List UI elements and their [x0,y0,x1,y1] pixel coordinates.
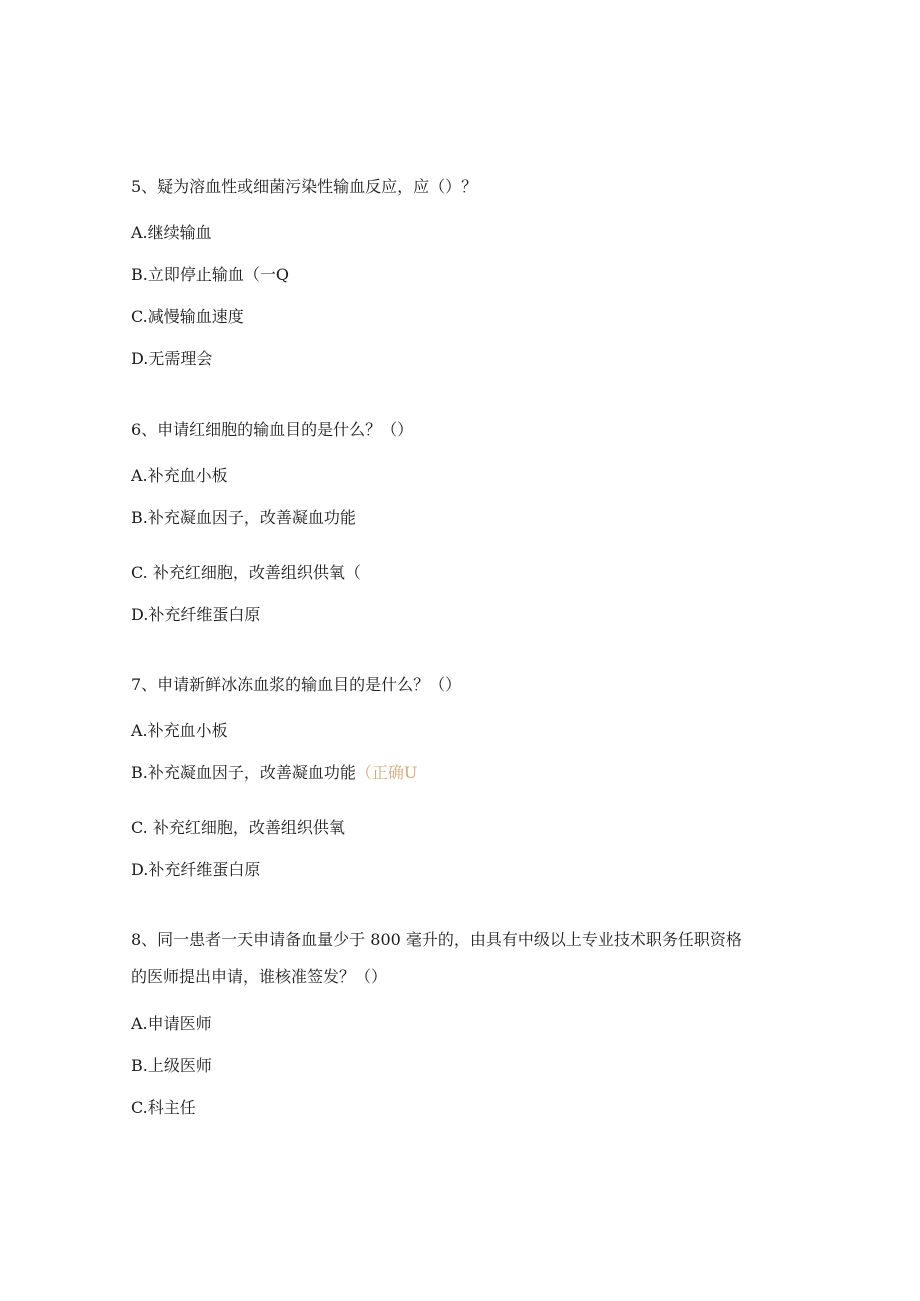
question-7-stem: 7、申请新鲜冰冻血浆的输血目的是什么？（） [131,675,462,694]
question-5-option-b: B.立即停止输血（一Q [131,265,289,284]
question-5-option-d: D.无需理会 [131,349,213,368]
question-7-option-c: C. 补充红细胞，改善组织供氧 [131,818,345,837]
question-8-option-b: B.上级医师 [131,1056,212,1075]
question-8-stem-line-1: 8、同一患者一天申请备血量少于 800 毫升的，由具有中级以上专业技术职务任职资格 [131,930,742,949]
question-8-option-a: A.申请医师 [131,1014,212,1033]
answer-hint: （正确U [355,763,418,782]
question-7-option-d: D.补充纤维蛋白原 [131,860,261,879]
question-7-option-b-text: B.补充凝血因子，改善凝血功能 [131,763,356,782]
question-6-option-a: A.补充血小板 [131,466,228,485]
question-5-option-c: C.减慢输血速度 [131,307,244,326]
question-6-stem: 6、申请红细胞的输血目的是什么？（） [131,420,414,439]
question-8-option-c: C.科主任 [131,1098,196,1117]
question-6-option-c: C. 补充红细胞，改善组织供氧（ [131,563,361,582]
question-5-stem: 5、疑为溶血性或细菌污染性输血反应，应（）？ [131,177,478,196]
question-8-stem-line-2: 的医师提出申请，谁核准签发？（） [131,967,388,986]
question-6-option-d: D.补充纤维蛋白原 [131,605,261,624]
question-7-option-b [131,763,417,783]
question-6-option-b: B.补充凝血因子，改善凝血功能 [131,508,356,527]
question-7-option-a: A.补充血小板 [131,721,228,740]
question-5-option-a: A.继续输血 [131,223,212,242]
